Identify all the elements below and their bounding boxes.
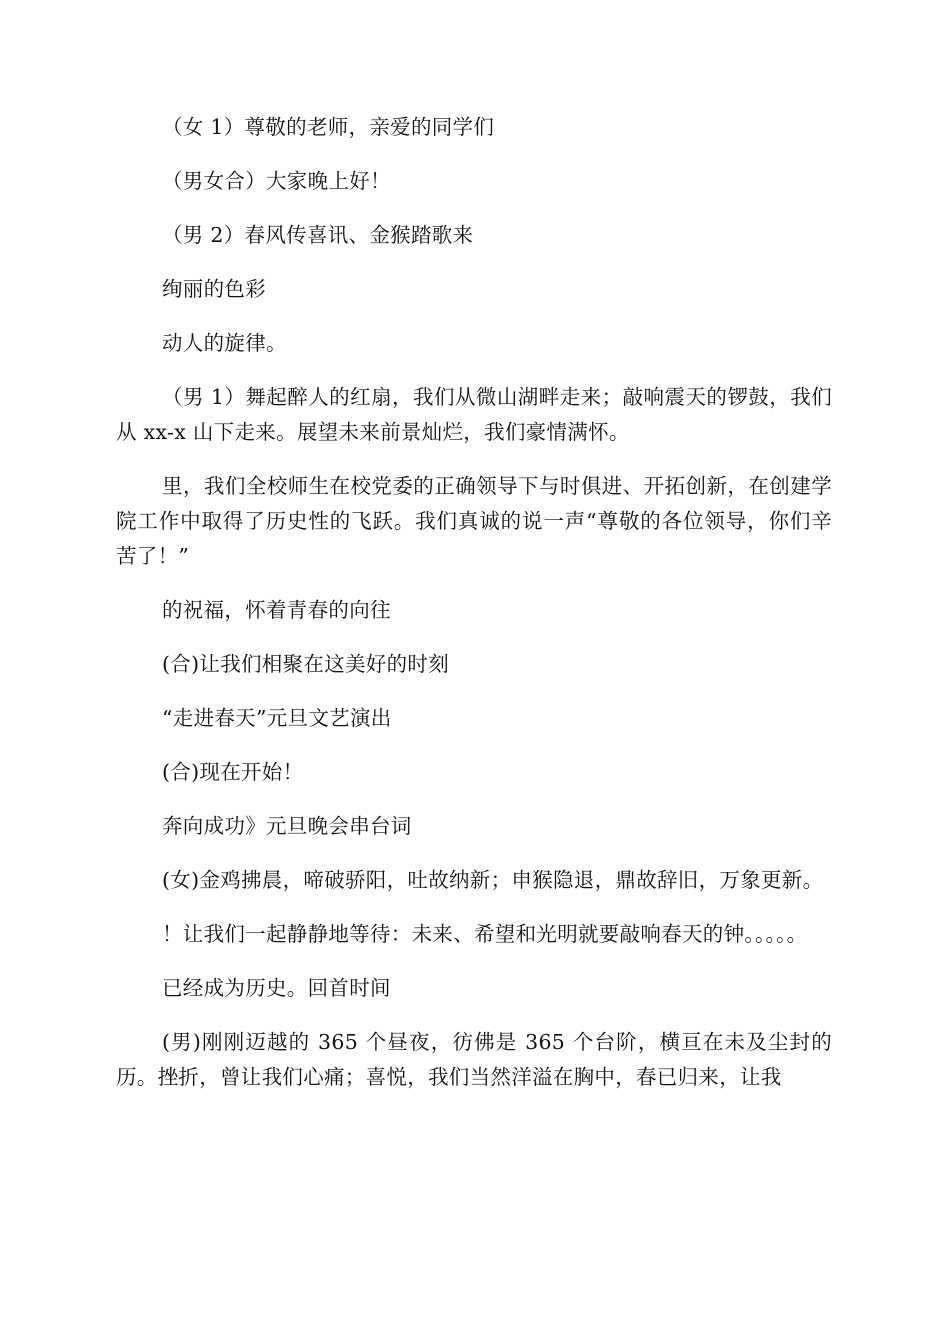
paragraph: 奔向成功》元旦晚会串台词: [162, 814, 412, 838]
paragraph: (女)金鸡拂晨，啼破骄阳，吐故纳新；申猴隐退，鼎故辞旧，万象更新。: [162, 868, 824, 892]
paragraph: “走进春天”元旦文艺演出: [162, 706, 392, 730]
paragraph: 里，我们全校师生在校党委的正确领导下与时俱进、开拓创新，在创建学院工作中取得了历史性的飞跃。我们真诚的说一声“尊敬的各位领导，你们辛苦了！”: [116, 474, 832, 568]
document-body: [116, 110, 832, 1114]
paragraph: (男)刚刚迈越的 365 个昼夜，彷佛是 365 个台阶，横亘在未及尘封的历。挫折，曾让我们心痛；喜悦，我们当然洋溢在胸中，春已归来，让我: [116, 1030, 832, 1089]
paragraph: （男女合）大家晚上好！: [162, 169, 391, 193]
paragraph: （男 1）舞起醉人的红扇，我们从微山湖畔走来；敲响震天的锣鼓，我们从 xx-x 山下走来。展望未来前景灿烂，我们豪情满怀。: [116, 385, 832, 444]
paragraph: (合)让我们相聚在这美好的时刻: [162, 652, 449, 676]
paragraph: 绚丽的色彩: [162, 277, 266, 301]
paragraph: 动人的旋律。: [162, 331, 287, 355]
paragraph: （男 2）春风传喜讯、金猴踏歌来: [162, 223, 474, 247]
paragraph: ！让我们一起静静地等待：未来、希望和光明就要敲响春天的钟。。。。。: [162, 922, 808, 946]
paragraph: (合)现在开始！: [162, 760, 304, 784]
paragraph: （女 1）尊敬的老师，亲爱的同学们: [162, 115, 495, 139]
paragraph: 的祝福，怀着青春的向往: [162, 598, 391, 622]
paragraph: 已经成为历史。回首时间: [162, 976, 391, 1000]
